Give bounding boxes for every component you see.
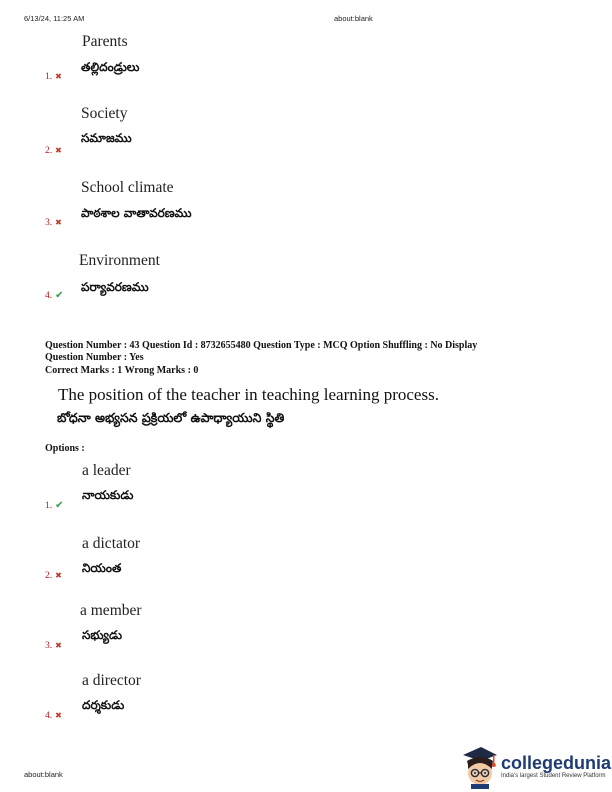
collegedunia-logo <box>459 745 611 789</box>
logo-tagline: India's largest Student Review Platform <box>501 773 606 779</box>
wrong-mark-icon: ✖ <box>55 711 62 720</box>
option-3-number: 3. ✖ <box>45 641 62 651</box>
prev-option-1-number: 1. ✖ <box>45 72 62 82</box>
logo-brand-text: collegedunia <box>501 753 612 773</box>
option-1-number: 1. ✔ <box>45 500 64 511</box>
wrong-mark-icon: ✖ <box>55 218 62 227</box>
prev-option-2-en: Society <box>81 105 128 122</box>
print-datetime: 6/13/24, 11:25 AM <box>24 14 85 23</box>
option-2-number: 2. ✖ <box>45 571 62 581</box>
prev-option-4-te: పర్యావరణము <box>81 280 149 294</box>
prev-option-4-en: Environment <box>79 252 160 269</box>
options-label: Options : <box>45 443 85 454</box>
prev-option-1-en: Parents <box>82 33 128 50</box>
option-4-number: 4. ✖ <box>45 711 62 721</box>
question-text-te: బోధనా అభ్యసన ప్రక్రియలో ఉపాధ్యాయుని స్థితి <box>57 410 285 425</box>
option-1-en: a leader <box>82 462 131 479</box>
prev-option-4-number: 4. ✔ <box>45 290 64 301</box>
option-4-en: a director <box>82 672 141 689</box>
correct-mark-icon: ✔ <box>55 290 64 301</box>
prev-option-1-te: తల్లిదండ్రులు <box>81 60 140 74</box>
question-meta-line1: Question Number : 43 Question Id : 8732655480 Question Type : MCQ Option Shuffling : No Display <box>45 340 478 351</box>
option-3-te: సభ్యుడు <box>82 628 122 642</box>
wrong-mark-icon: ✖ <box>55 641 62 650</box>
prev-option-2-number: 2. ✖ <box>45 146 62 156</box>
prev-option-2-te: సమాజము <box>81 131 132 145</box>
correct-mark-icon: ✔ <box>55 500 64 511</box>
footer-url: about:blank <box>24 770 63 779</box>
wrong-mark-icon: ✖ <box>55 146 62 155</box>
question-meta-line3: Correct Marks : 1 Wrong Marks : 0 <box>45 365 199 376</box>
student-mascot-icon <box>459 745 499 789</box>
prev-option-3-te: పాఠశాల వాతావరణము <box>81 206 192 220</box>
prev-option-3-en: School climate <box>81 179 174 196</box>
prev-option-3-number: 3. ✖ <box>45 218 62 228</box>
question-text-en: The position of the teacher in teaching learning process. <box>58 385 439 404</box>
option-1-te: నాయకుడు <box>82 488 134 502</box>
wrong-mark-icon: ✖ <box>55 571 62 580</box>
option-3-en: a member <box>80 602 142 619</box>
option-2-en: a dictator <box>82 535 141 552</box>
wrong-mark-icon: ✖ <box>55 72 62 81</box>
question-meta-line2: Question Number : Yes <box>45 352 144 363</box>
print-url: about:blank <box>334 14 373 23</box>
option-4-te: దర్శకుడు <box>82 698 125 712</box>
option-2-te: నియంత <box>82 561 122 575</box>
